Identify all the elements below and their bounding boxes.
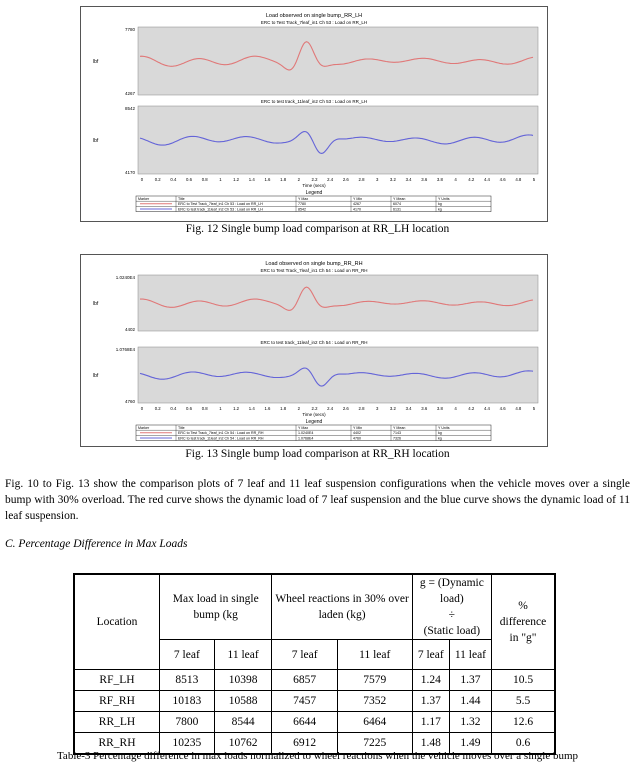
x-tick-label: 3.8 bbox=[436, 406, 443, 411]
x-tick-label: 3.4 bbox=[405, 177, 412, 182]
x-tick-label: 1.4 bbox=[248, 177, 255, 182]
legend-header-cell: Y Max bbox=[298, 426, 309, 430]
header-location: Location bbox=[74, 574, 160, 670]
top-chart-subtitle: ERC to Test Track_7leaf_in1 Ch 53 : Load on RR_LH bbox=[260, 20, 368, 25]
legend-header-cell: Title bbox=[178, 197, 185, 201]
top-ymax-label: 1.0240E4 bbox=[115, 275, 135, 280]
legend-title: Legend bbox=[305, 419, 323, 425]
figure-12 bbox=[80, 6, 548, 222]
bottom-chart-subtitle: ERC to test track_11leaf_in2 Ch 54 : Load on RR_RH bbox=[260, 340, 368, 345]
chart-title: Load observed on single bump_RR_RH bbox=[265, 261, 363, 267]
x-tick-label: 1.4 bbox=[248, 406, 255, 411]
header-max-load: Max load in single bump (kg bbox=[160, 574, 272, 640]
table-cell: 10235 bbox=[160, 733, 215, 755]
table-cell: 1.24 bbox=[412, 670, 449, 691]
table-cell: 5.5 bbox=[492, 691, 556, 712]
table-cell: 1.49 bbox=[449, 733, 491, 755]
table-cell: 6464 bbox=[337, 712, 412, 733]
bottom-ylabel: lbf bbox=[93, 373, 99, 379]
figure-13-caption: Fig. 13 Single bump load comparison at RR_RH location bbox=[185, 448, 450, 460]
bottom-ymin-label: 4760 bbox=[124, 399, 135, 404]
x-tick-label: 5 bbox=[532, 406, 536, 411]
x-tick-label: 1 bbox=[219, 177, 222, 182]
legend-cell: 1.0240E4 bbox=[298, 431, 314, 436]
x-tick-label: 2.4 bbox=[327, 406, 334, 411]
x-tick-label: 1.2 bbox=[233, 177, 240, 182]
table-caption: Table-3 Percentage difference in max loads normalized to wheel reactions when the vehicle moves over a single bump bbox=[56, 750, 579, 762]
legend-header-cell: Y Mean bbox=[393, 197, 406, 201]
figure-13 bbox=[80, 254, 548, 447]
x-tick-label: 3.6 bbox=[421, 177, 428, 182]
legend-header-cell: Y Min bbox=[353, 197, 363, 201]
x-tick-label: 1.6 bbox=[264, 177, 271, 182]
table-cell: RR_LH bbox=[74, 712, 160, 733]
table-cell: 10588 bbox=[214, 691, 272, 712]
x-tick-label: 2.6 bbox=[342, 177, 349, 182]
x-tick-label: 4 bbox=[454, 406, 457, 411]
body-paragraph: Fig. 10 to Fig. 13 show the comparison plots of 7 leaf and 11 leaf suspension configurations when the vehicle moves over a single bump with 30% overload. The red curve shows the dynamic load of 7 leaf suspension and the blue curve shows the dynamic load of 11 leaf suspension. bbox=[5, 478, 630, 522]
figure-12-plot bbox=[81, 7, 547, 221]
table-cell: 8513 bbox=[160, 670, 215, 691]
figure-13-plot bbox=[81, 255, 547, 446]
legend-header-cell: Y Units bbox=[438, 426, 450, 430]
sub-header: 11 leaf bbox=[214, 640, 272, 670]
table-cell: 10762 bbox=[214, 733, 272, 755]
header-g-line3: (Static load) bbox=[423, 625, 481, 637]
sub-header: 11 leaf bbox=[337, 640, 412, 670]
header-g-line1: g = (Dynamic load) bbox=[419, 577, 484, 605]
legend-title: Legend bbox=[305, 190, 323, 196]
table-row bbox=[74, 691, 555, 712]
top-ylabel: lbf bbox=[93, 301, 99, 307]
section-heading: C. Percentage Difference in Max Loads bbox=[5, 538, 188, 550]
legend-cell: 6074 bbox=[393, 202, 401, 207]
table-cell: 1.17 bbox=[412, 712, 449, 733]
x-tick-label: 3.4 bbox=[405, 406, 412, 411]
x-tick-label: 2.2 bbox=[311, 177, 318, 182]
table-cell: 12.6 bbox=[492, 712, 556, 733]
legend-cell: ERC to Test Track_7leaf_in1 Ch 53 : Load on RR_LH bbox=[178, 202, 263, 207]
legend-header-cell: Y Units bbox=[438, 197, 450, 201]
legend-header-cell: Y Max bbox=[298, 197, 309, 201]
legend-cell: kg bbox=[438, 202, 442, 207]
legend-cell: 1.0768E4 bbox=[298, 436, 314, 441]
x-tick-label: 3 bbox=[376, 406, 379, 411]
x-tick-label: 4.4 bbox=[483, 177, 490, 182]
legend-cell: kg bbox=[438, 431, 442, 436]
table-cell: 1.44 bbox=[449, 691, 491, 712]
table-cell: 6912 bbox=[272, 733, 337, 755]
legend-cell: ERC to Test Track_7leaf_in1 Ch 54 : Load on RR_RH bbox=[178, 431, 264, 436]
table-cell: RR_RH bbox=[74, 733, 160, 755]
header-g-ratio bbox=[412, 574, 491, 640]
top-ylabel: lbf bbox=[93, 59, 99, 65]
table-cell: 7457 bbox=[272, 691, 337, 712]
legend-header-cell: Marker bbox=[138, 426, 150, 430]
legend-cell: kg bbox=[438, 207, 442, 212]
legend-cell: 7326 bbox=[393, 436, 401, 441]
table-cell: 1.48 bbox=[412, 733, 449, 755]
x-tick-label: 3 bbox=[376, 177, 379, 182]
legend-cell: 7143 bbox=[393, 431, 401, 436]
legend-cell: 4402 bbox=[353, 431, 361, 436]
legend-header-cell: Marker bbox=[138, 197, 150, 201]
legend-header-cell: Y Min bbox=[353, 426, 363, 430]
top-ymin-label: 4267 bbox=[124, 91, 135, 96]
x-tick-label: 4.8 bbox=[515, 406, 522, 411]
results-table bbox=[73, 573, 556, 755]
x-tick-label: 1.2 bbox=[233, 406, 240, 411]
x-tick-label: 0.8 bbox=[201, 177, 208, 182]
x-tick-label: 1 bbox=[219, 406, 222, 411]
x-tick-label: 0.8 bbox=[201, 406, 208, 411]
legend-cell: 8542 bbox=[298, 207, 306, 212]
x-tick-label: 0.2 bbox=[154, 406, 161, 411]
top-plot-area bbox=[138, 275, 538, 331]
x-tick-label: 0.6 bbox=[186, 177, 193, 182]
x-tick-label: 2.4 bbox=[327, 177, 334, 182]
x-tick-label: 1.8 bbox=[280, 177, 287, 182]
table-cell: 6857 bbox=[272, 670, 337, 691]
header-percent-difference: % difference in "g" bbox=[492, 574, 556, 670]
x-tick-label: 2.8 bbox=[358, 177, 365, 182]
x-tick-label: 0 bbox=[140, 406, 144, 411]
top-plot-area bbox=[138, 27, 538, 95]
x-tick-label: 4.6 bbox=[499, 177, 506, 182]
table-cell: 7800 bbox=[160, 712, 215, 733]
table-cell: 10183 bbox=[160, 691, 215, 712]
x-axis-label: Time (secs) bbox=[302, 183, 326, 188]
x-tick-label: 4.4 bbox=[483, 406, 490, 411]
x-tick-label: 1.8 bbox=[280, 406, 287, 411]
table-cell: 1.37 bbox=[449, 670, 491, 691]
legend-cell: kg bbox=[438, 436, 442, 441]
x-tick-label: 1.6 bbox=[264, 406, 271, 411]
table-cell: 7225 bbox=[337, 733, 412, 755]
table-cell: 1.37 bbox=[412, 691, 449, 712]
table-cell: 8544 bbox=[214, 712, 272, 733]
table-cell: RF_LH bbox=[74, 670, 160, 691]
top-ymax-label: 7780 bbox=[124, 27, 135, 32]
table-row bbox=[74, 712, 555, 733]
x-tick-label: 3.6 bbox=[421, 406, 428, 411]
x-tick-label: 2 bbox=[297, 406, 300, 411]
bottom-ymax-label: 8542 bbox=[124, 106, 135, 111]
table-row bbox=[74, 670, 555, 691]
x-tick-label: 2.2 bbox=[311, 406, 318, 411]
sub-header: 7 leaf bbox=[160, 640, 215, 670]
bottom-chart-subtitle: ERC to test track_11leaf_in2 Ch 53 : Load on RR_LH bbox=[260, 99, 368, 104]
legend-header-cell: Title bbox=[178, 426, 185, 430]
x-tick-label: 2 bbox=[297, 177, 300, 182]
table-cell: 10398 bbox=[214, 670, 272, 691]
bottom-plot-area bbox=[138, 106, 538, 174]
chart-title: Load observed on single bump_RR_LH bbox=[265, 13, 363, 19]
table-cell: 7352 bbox=[337, 691, 412, 712]
bottom-ymax-label: 1.0768E4 bbox=[115, 347, 135, 352]
bottom-ylabel: lbf bbox=[93, 138, 99, 144]
table-cell: 7579 bbox=[337, 670, 412, 691]
legend-cell: 7780 bbox=[298, 202, 306, 207]
legend-cell: ERC to test track_11leaf_in2 Ch 54 : Load on RR_RH bbox=[178, 436, 264, 441]
x-tick-label: 4.2 bbox=[468, 406, 475, 411]
x-tick-label: 2.8 bbox=[358, 406, 365, 411]
x-tick-label: 0.2 bbox=[154, 177, 161, 182]
table-cell: 6644 bbox=[272, 712, 337, 733]
legend-cell: ERC to test track_11leaf_in2 Ch 53 : Load on RR_LH bbox=[178, 207, 263, 212]
sub-header: 7 leaf bbox=[272, 640, 337, 670]
x-axis-label: Time (secs) bbox=[302, 412, 326, 417]
legend-cell: 4267 bbox=[353, 202, 361, 207]
x-tick-label: 0 bbox=[140, 177, 144, 182]
sub-header: 11 leaf bbox=[449, 640, 491, 670]
x-tick-label: 4.2 bbox=[468, 177, 475, 182]
x-tick-label: 4 bbox=[454, 177, 457, 182]
top-ymin-label: 4402 bbox=[124, 327, 135, 332]
x-tick-label: 5 bbox=[532, 177, 536, 182]
figure-12-caption: Fig. 12 Single bump load comparison at RR_LH location bbox=[185, 223, 450, 235]
x-tick-label: 2.6 bbox=[342, 406, 349, 411]
legend-cell: 4170 bbox=[353, 207, 361, 212]
bottom-plot-area bbox=[138, 347, 538, 403]
legend-header-cell: Y Mean bbox=[393, 426, 406, 430]
bottom-ymin-label: 4170 bbox=[124, 170, 135, 175]
table-cell: 0.6 bbox=[492, 733, 556, 755]
x-tick-label: 4.6 bbox=[499, 406, 506, 411]
table-cell: 1.32 bbox=[449, 712, 491, 733]
top-chart-subtitle: ERC to Test Track_7leaf_in1 Ch 54 : Load on RR_RH bbox=[260, 268, 368, 273]
x-tick-label: 3.8 bbox=[436, 177, 443, 182]
legend-cell: 6131 bbox=[393, 207, 401, 212]
x-tick-label: 4.8 bbox=[515, 177, 522, 182]
table-cell: RF_RH bbox=[74, 691, 160, 712]
header-wheel-reactions: Wheel reactions in 30% over laden (kg) bbox=[272, 574, 412, 640]
x-tick-label: 3.2 bbox=[389, 406, 396, 411]
x-tick-label: 0.6 bbox=[186, 406, 193, 411]
x-tick-label: 0.4 bbox=[170, 177, 177, 182]
sub-header: 7 leaf bbox=[412, 640, 449, 670]
legend-cell: 4760 bbox=[353, 436, 361, 441]
table-cell: 10.5 bbox=[492, 670, 556, 691]
x-tick-label: 3.2 bbox=[389, 177, 396, 182]
header-g-line2: ÷ bbox=[448, 609, 455, 621]
x-tick-label: 0.4 bbox=[170, 406, 177, 411]
